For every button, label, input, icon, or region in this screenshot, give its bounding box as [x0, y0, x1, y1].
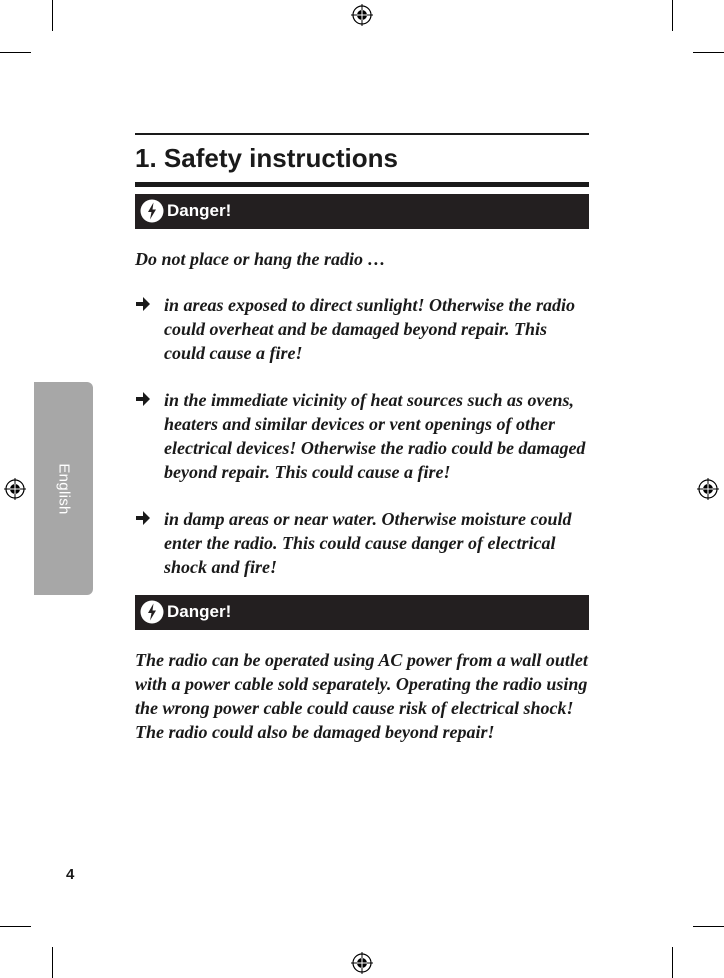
- heading-bottom-rule: [135, 182, 589, 187]
- registration-mark-icon: [697, 478, 719, 500]
- crop-mark: [672, 947, 673, 978]
- arrow-right-icon: [135, 295, 151, 313]
- registration-mark-icon: [4, 478, 26, 500]
- page-title: 1. Safety instructions: [135, 143, 398, 173]
- arrow-right-icon: [135, 509, 151, 527]
- list-item-text: in the immediate vicinity of heat sources such as ovens, heaters and similar devices or vent openings of other electrical devices! Otherwise the radio could be damaged beyond repair. This could cause a fire!: [164, 390, 586, 482]
- crop-mark: [52, 947, 53, 978]
- danger-intro-text: Do not place or hang the radio …: [135, 249, 386, 269]
- list-item-text: in areas exposed to direct sunlight! Otherwise the radio could overheat and be damaged beyond repair. This could cause a fire!: [164, 295, 576, 363]
- danger-banner: [135, 194, 589, 229]
- page-number: 4: [66, 866, 75, 883]
- danger-label: Danger!: [167, 602, 232, 621]
- language-label: English: [55, 462, 72, 515]
- crop-mark: [672, 0, 673, 31]
- danger-banner: [135, 595, 589, 630]
- language-side-tab: [34, 382, 93, 595]
- warning-lightning-icon: [140, 600, 164, 624]
- danger-paragraph: The radio can be operated using AC power from a wall outlet with a power cable sold separately. Operating the radio using the wrong power cable could cause risk of electrical shock! The radio could also be damaged beyond repair!: [135, 650, 588, 742]
- registration-mark-icon: [351, 952, 373, 974]
- warning-lightning-icon: [140, 199, 164, 223]
- heading-top-rule: [135, 133, 589, 135]
- danger-label: Danger!: [167, 201, 232, 220]
- list-item-text: in damp areas or near water. Otherwise moisture could enter the radio. This could cause danger of electrical shock and fire!: [164, 509, 572, 577]
- arrow-right-icon: [135, 390, 151, 408]
- crop-mark: [0, 52, 31, 53]
- registration-mark-icon: [351, 4, 373, 26]
- crop-mark: [693, 926, 724, 927]
- crop-mark: [0, 926, 31, 927]
- crop-mark: [52, 0, 53, 31]
- crop-mark: [693, 52, 724, 53]
